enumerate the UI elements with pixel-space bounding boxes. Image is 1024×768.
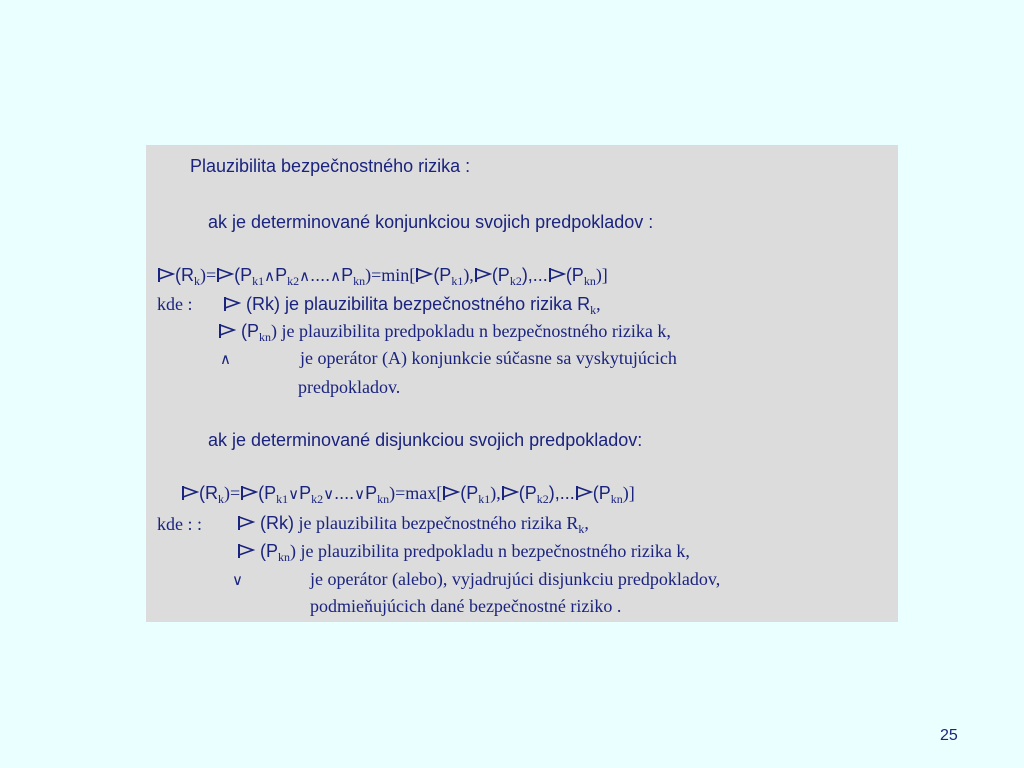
- conj-def1: [223, 293, 601, 315]
- definition-text: (P: [255, 541, 279, 561]
- formula-text: P: [341, 265, 354, 285]
- subscript: k: [194, 274, 200, 288]
- formula-text: )=max[: [389, 483, 443, 503]
- formula-text: P: [365, 483, 378, 503]
- definition-text: ) je plauzibilita predpokladu n bezpečnostného rizika k,: [290, 541, 690, 561]
- formula-text: ),: [490, 483, 501, 503]
- subscript: k: [590, 303, 597, 317]
- disj-def2: [237, 540, 690, 562]
- definition-text: ,: [584, 513, 589, 533]
- disj-formula: [181, 482, 635, 505]
- formula-text: )=: [200, 265, 217, 285]
- flag-icon: [548, 267, 566, 283]
- formula-text: ....: [334, 483, 355, 503]
- definition-text: je plauzibilita bezpečnostného rizika R: [294, 513, 579, 533]
- conj-def2: [218, 320, 671, 342]
- or-operator: ∨: [354, 485, 366, 503]
- subscript: kn: [353, 274, 366, 288]
- formula-text: (P: [592, 483, 611, 503]
- and-operator-symbol: ∧: [220, 350, 231, 368]
- subscript: k2: [311, 492, 324, 506]
- formula-text: (P: [433, 265, 452, 285]
- subscript: k: [578, 522, 585, 536]
- definition-text: ) je plauzibilita predpokladu n bezpečnostného rizika k,: [271, 321, 671, 341]
- formula-text: (R: [199, 483, 218, 503]
- formula-text: ),: [463, 265, 474, 285]
- disj-subheading: ak je determinované disjunkciou svojich predpokladov:: [208, 430, 643, 450]
- conj-def3-continued: predpokladov.: [298, 377, 401, 397]
- page-number: 25: [940, 727, 958, 744]
- subscript: kn: [377, 492, 390, 506]
- slide-heading: Plauzibilita bezpečnostného rizika :: [190, 156, 471, 176]
- formula-text: (P: [460, 483, 479, 503]
- formula-text: )=min[: [365, 265, 416, 285]
- or-operator-symbol: ∨: [232, 571, 243, 589]
- conj-def3: je operátor (A) konjunkcie súčasne sa vyskytujúcich: [300, 348, 677, 368]
- formula-text: ),...: [548, 483, 575, 503]
- disj-def1: [237, 512, 589, 534]
- formula-text: P: [299, 483, 312, 503]
- subscript: k1: [252, 274, 265, 288]
- formula-text: (P: [258, 483, 277, 503]
- disj-where-label: kde : :: [157, 514, 202, 534]
- definition-text: (Rk): [255, 513, 294, 533]
- disj-def3-continued: podmieňujúcich dané bezpečnostné riziko .: [310, 596, 622, 616]
- subscript: kn: [610, 492, 623, 506]
- formula-text: (P: [491, 265, 510, 285]
- flag-icon: [223, 296, 241, 312]
- formula-text: (P: [518, 483, 537, 503]
- flag-icon: [218, 323, 236, 339]
- flag-icon: [157, 267, 175, 283]
- disj-def3: je operátor (alebo), vyjadrujúci disjunkciu predpokladov,: [310, 569, 721, 589]
- formula-text: ....: [310, 265, 331, 285]
- and-operator: ∧: [330, 267, 342, 285]
- and-operator: ∧: [299, 267, 311, 285]
- flag-icon: [237, 543, 255, 559]
- formula-text: P: [275, 265, 288, 285]
- subscript: kn: [583, 274, 596, 288]
- flag-icon: [442, 485, 460, 501]
- formula-text: )]: [622, 483, 635, 503]
- subscript: k2: [509, 274, 522, 288]
- subscript: k1: [478, 492, 491, 506]
- subscript: kn: [259, 330, 272, 344]
- flag-icon: [501, 485, 519, 501]
- formula-text: (P: [565, 265, 584, 285]
- subscript: k2: [536, 492, 549, 506]
- flag-icon: [237, 515, 255, 531]
- formula-text: ),...: [521, 265, 548, 285]
- flag-icon: [474, 267, 492, 283]
- and-operator: ∧: [264, 267, 276, 285]
- flag-icon: [575, 485, 593, 501]
- formula-text: (R: [175, 265, 194, 285]
- definition-text: ,: [596, 294, 601, 314]
- formula-text: (P: [234, 265, 253, 285]
- subscript: kn: [278, 550, 291, 564]
- flag-icon: [415, 267, 433, 283]
- definition-text: (P: [236, 321, 260, 341]
- flag-icon: [240, 485, 258, 501]
- conj-where-label: kde :: [157, 294, 193, 314]
- subscript: k: [218, 492, 224, 506]
- subscript: k1: [276, 492, 289, 506]
- formula-text: )=: [224, 483, 241, 503]
- conj-formula: [157, 264, 608, 287]
- definition-text: (Rk) je plauzibilita bezpečnostného rizika R: [241, 294, 591, 314]
- conj-subheading: ak je determinované konjunkciou svojich predpokladov :: [208, 212, 654, 232]
- subscript: k1: [451, 274, 464, 288]
- flag-icon: [181, 485, 199, 501]
- formula-text: )]: [595, 265, 608, 285]
- subscript: k2: [287, 274, 300, 288]
- or-operator: ∨: [323, 485, 335, 503]
- or-operator: ∨: [288, 485, 300, 503]
- flag-icon: [216, 267, 234, 283]
